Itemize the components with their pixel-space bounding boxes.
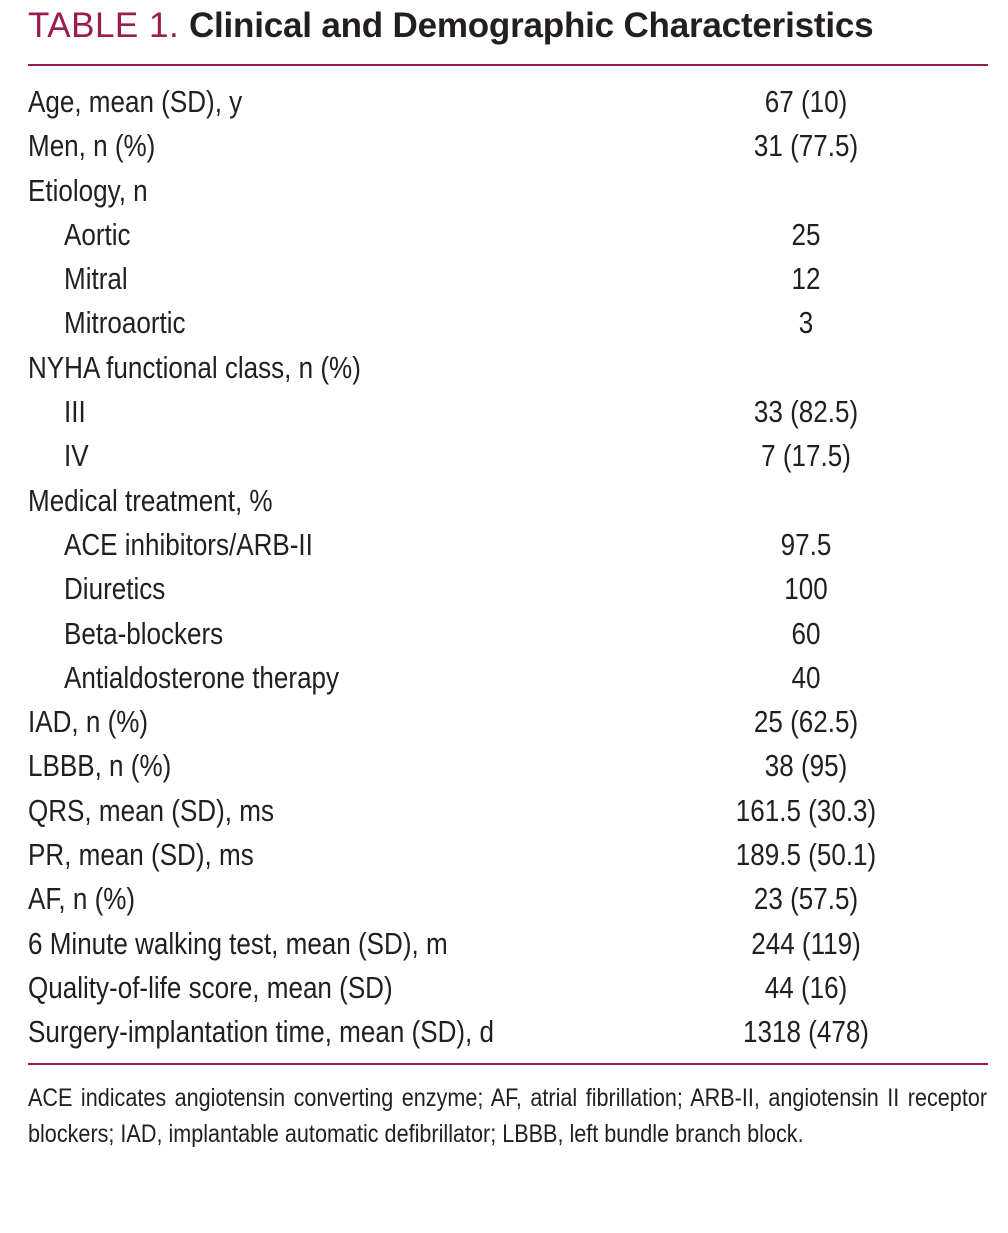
table-body: [28, 80, 988, 1055]
row-value: 40: [791, 659, 821, 695]
table-row: [28, 789, 988, 833]
row-label: Men, n (%): [28, 128, 156, 164]
row-value: 38 (95): [764, 748, 848, 784]
row-value: 23 (57.5): [753, 881, 859, 917]
table-title-text: Clinical and Demographic Characteristics: [188, 6, 874, 45]
table-row: [28, 877, 988, 921]
row-label: AF, n (%): [28, 881, 136, 917]
row-label: ACE inhibitors/ARB-II: [64, 526, 313, 562]
row-label: Age, mean (SD), y: [28, 84, 243, 119]
row-label: Diuretics: [64, 571, 166, 607]
row-value: 100: [784, 571, 828, 607]
table-row: [28, 257, 988, 301]
row-label: IV: [64, 438, 89, 474]
row-value: 1318 (478): [743, 1014, 869, 1050]
row-label: Beta-blockers: [64, 615, 224, 651]
row-label: Antialdosterone therapy: [64, 659, 340, 695]
table-row: [28, 1010, 988, 1054]
row-value: 25 (62.5): [753, 704, 859, 740]
table-number-label: TABLE 1.: [28, 6, 180, 45]
table-row: [28, 523, 988, 567]
table-row: [28, 434, 988, 478]
row-value: 12: [791, 261, 821, 297]
table-footnote: ACE indicates angiotensin converting enzyme; AF, atrial fibrillation; ARB-II, angiotensin II receptor blockers; IAD, implantable automatic defibrillator; LBBB, left bundle branch block.: [28, 1084, 988, 1148]
table-row: [28, 612, 988, 656]
row-value: 67 (10): [764, 84, 848, 119]
row-value: 44 (16): [764, 969, 848, 1005]
row-value: 33 (82.5): [753, 394, 859, 430]
table-title: [28, 4, 873, 48]
table-row: [28, 390, 988, 434]
row-value: 7 (17.5): [761, 438, 851, 474]
row-label: PR, mean (SD), ms: [28, 837, 254, 873]
table-row: [28, 80, 988, 124]
row-label: QRS, mean (SD), ms: [28, 792, 274, 828]
table-row: [28, 922, 988, 966]
table-row: [28, 213, 988, 257]
table-row: [28, 966, 988, 1010]
table-row: [28, 124, 988, 168]
row-value: 3: [798, 305, 814, 341]
row-label: Mitral: [64, 261, 128, 297]
row-label: III: [64, 394, 86, 430]
row-label: IAD, n (%): [28, 704, 149, 740]
top-divider: [28, 64, 988, 66]
table-row: [28, 700, 988, 744]
row-label: Quality-of-life score, mean (SD): [28, 969, 393, 1005]
bottom-divider: [28, 1063, 988, 1065]
table-row: [28, 346, 988, 390]
table-row: [28, 169, 988, 213]
row-label: Surgery-implantation time, mean (SD), d: [28, 1014, 495, 1050]
row-value: 97.5: [780, 526, 832, 562]
row-label: Medical treatment, %: [28, 482, 273, 518]
row-value: 244 (119): [751, 925, 861, 961]
row-value: 60: [791, 615, 821, 651]
row-value: 161.5 (30.3): [735, 792, 877, 828]
row-label: Aortic: [64, 216, 131, 252]
row-value: 31 (77.5): [753, 128, 859, 164]
table-row: [28, 301, 988, 345]
table-row: [28, 744, 988, 788]
row-label: NYHA functional class, n (%): [28, 349, 361, 385]
row-value: 189.5 (50.1): [735, 837, 877, 873]
row-label: Etiology, n: [28, 172, 148, 208]
table-row: [28, 833, 988, 877]
table-row: [28, 479, 988, 523]
row-value: 25: [791, 216, 821, 252]
row-label: LBBB, n (%): [28, 748, 172, 784]
table-row: [28, 567, 988, 611]
row-label: Mitroaortic: [64, 305, 186, 341]
table-row: [28, 656, 988, 700]
row-label: 6 Minute walking test, mean (SD), m: [28, 925, 448, 961]
